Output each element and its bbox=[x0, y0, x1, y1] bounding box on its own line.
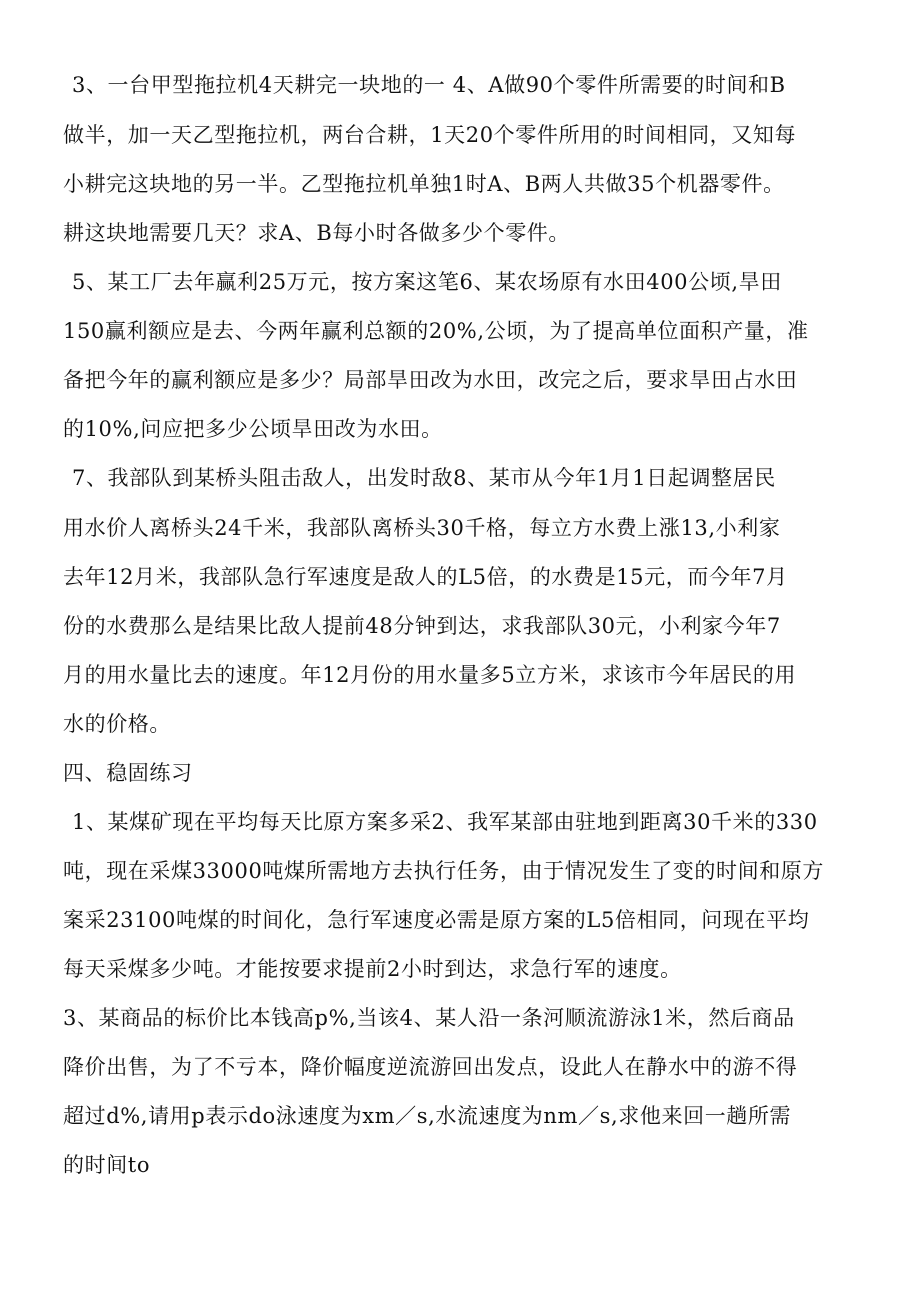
problem-7-8-line-4: 份的水费那么是结果比敌人提前48分钟到达，求我部队30元，小利家今年7 bbox=[63, 614, 781, 638]
problem-7-8-line-2: 用水价人离桥头24千米，我部队离桥头30千格，每立方水费上涨13,小利家 bbox=[63, 516, 781, 540]
problem-3-4-line-1: 3、一台甲型拖拉机4天耕完一块地的一 4、A做90个零件所需要的时间和B bbox=[72, 73, 786, 97]
section-heading: 四、稳固练习 bbox=[63, 761, 193, 785]
exercise-3-4-line-3: 超过d%,请用p表示do泳速度为xm／s,水流速度为nm／s,求他来回一趟所需 bbox=[63, 1104, 792, 1128]
problem-3-4-line-3: 小耕完这块地的另一半。乙型拖拉机单独1时A、B两人共做35个机器零件。 bbox=[63, 172, 785, 196]
problem-5-6-line-4: 的10%,问应把多少公顷旱田改为水田。 bbox=[63, 417, 443, 441]
exercise-1-2-line-3: 案采23100吨煤的时间化，急行军速度必需是原方案的L5倍相同，问现在平均 bbox=[63, 908, 810, 932]
problem-7-8-line-1: 7、我部队到某桥头阻击敌人，出发时敌8、某市从今年1月1日起调整居民 bbox=[72, 466, 776, 490]
problem-7-8-line-3: 去年12月米，我部队急行军速度是敌人的L5倍，的水费是15元，而今年7月 bbox=[63, 565, 788, 589]
problem-5-6-line-2: 150赢利额应是去、今两年赢利总额的20%,公顷，为了提高单位面积产量，准 bbox=[63, 319, 809, 343]
problem-3-4-line-4: 耕这块地需要几天？求A、B每小时各做多少个零件。 bbox=[63, 221, 570, 245]
exercise-3-4-line-2: 降价出售，为了不亏本，降价幅度逆流游回出发点，设此人在静水中的游不得 bbox=[63, 1055, 798, 1079]
exercise-3-4-line-1: 3、某商品的标价比本钱高p%,当该4、某人沿一条河顺流游泳1米，然后商品 bbox=[63, 1006, 795, 1030]
problem-7-8-line-6: 水的价格。 bbox=[63, 712, 171, 736]
exercise-1-2-line-1: 1、某煤矿现在平均每天比原方案多采2、我军某部由驻地到距离30千米的330 bbox=[72, 810, 818, 834]
problem-7-8-line-5: 月的用水量比去的速度。年12月份的用水量多5立方米，求该市今年居民的用 bbox=[63, 663, 797, 687]
exercise-1-2-line-4: 每天采煤多少吨。才能按要求提前2小时到达，求急行军的速度。 bbox=[63, 957, 682, 981]
problem-3-4-line-2: 做半，加一天乙型拖拉机，两台合耕，1天20个零件所用的时间相同，又知每 bbox=[63, 123, 797, 147]
exercise-1-2-line-2: 吨，现在采煤33000吨煤所需地方去执行任务，由于情况发生了变的时间和原方 bbox=[63, 859, 825, 883]
problem-5-6-line-1: 5、某工厂去年赢利25万元，按方案这笔6、某农场原有水田400公顷,旱田 bbox=[72, 270, 782, 294]
problem-5-6-line-3: 备把今年的赢利额应是多少？局部旱田改为水田，改完之后，要求旱田占水田 bbox=[63, 368, 798, 392]
exercise-3-4-line-4: 的时间to bbox=[63, 1153, 151, 1177]
